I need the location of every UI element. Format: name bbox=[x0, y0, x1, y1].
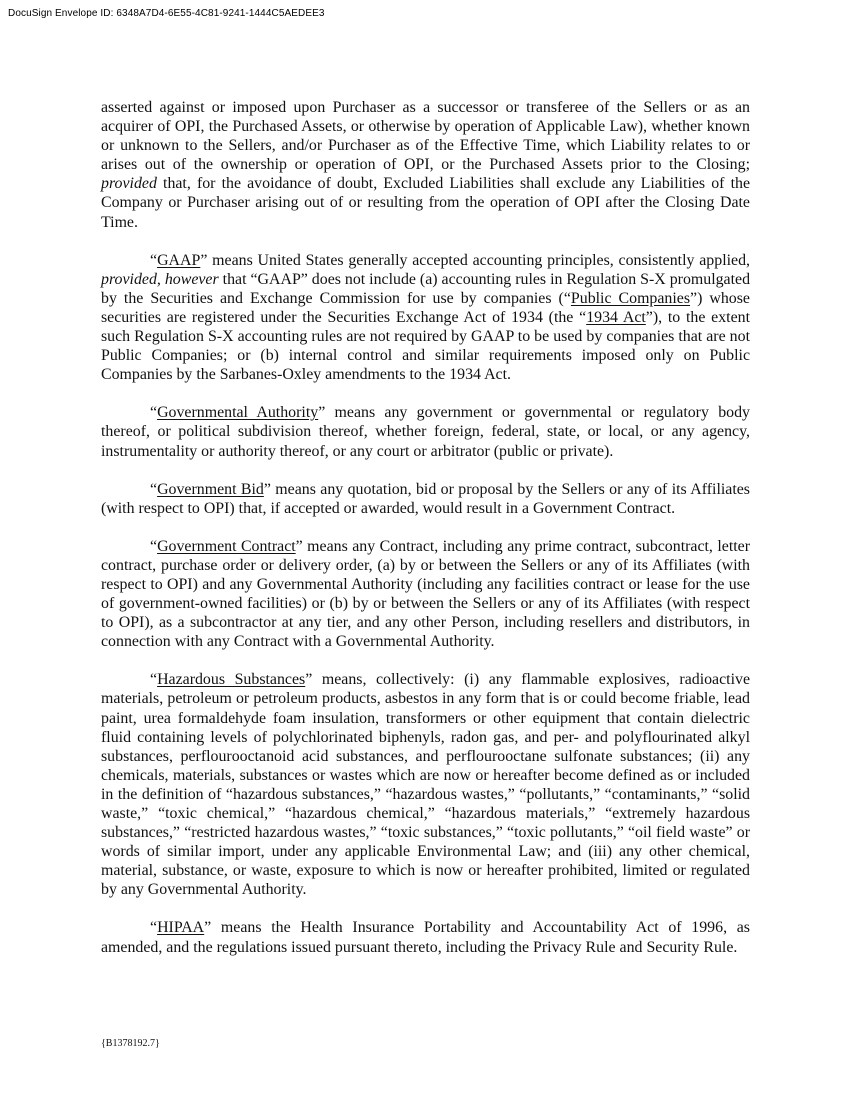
definition-governmental-authority bbox=[101, 403, 750, 460]
text-run: ” means, collectively: (i) any flammable explosives, radioactive materials, petroleum or petroleum products, asbestos in any form that is or could become friable, lead paint, urea formaldehyde foam insulation, transformers or other equipment that contain dielectric fluid containing levels of polychlorinated biphenyls, radon gas, and per- and polyflourinated alkyl substances, perflourooctanoid acid substances, and perflourooctane sulfonate substances; (ii) any chemicals, materials, substances or wastes which are now or hereafter become defined as or included in the definition of “hazardous substances,” “hazardous wastes,” “pollutants,” “contaminants,” “solid waste,” “toxic chemical,” “hazardous chemical,” “hazardous materials,” “extremely hazardous substances,” “restricted hazardous wastes,” “toxic substances,” “toxic pollutants,” “oil field waste” or words of similar import, under any applicable Environmental Law; and (iii) any other chemical, material, substance, or waste, exposure to which is now or hereafter prohibited, limited or regulated by any Governmental Authority. bbox=[101, 671, 750, 899]
text-run: ”), to the extent such Regulation S-X accounting rules are not required by GAAP to be used by companies that are not Public Companies; or (b) internal control and similar requirements imposed only on Public Companies by the Sarbanes-Oxley amendments to the 1934 Act. bbox=[101, 308, 750, 384]
open-quote: “ bbox=[150, 404, 158, 422]
open-quote: “ bbox=[150, 919, 158, 937]
definition-gaap bbox=[101, 251, 750, 385]
text-run: ” means United States generally accepted accounting principles, consistently applied, bbox=[200, 251, 750, 269]
defined-term-hazardous-substances: Hazardous Substances bbox=[157, 671, 306, 689]
open-quote: “ bbox=[150, 537, 158, 555]
document-body bbox=[101, 98, 750, 957]
defined-term-public-companies: Public Companies bbox=[570, 289, 691, 307]
docusign-envelope-id: DocuSign Envelope ID: 6348A7D4-6E55-4C81-9241-1444C5AEDEE3 bbox=[8, 8, 325, 19]
document-footer-id: {B1378192.7} bbox=[101, 1038, 160, 1049]
text-run: that, for the avoidance of doubt, Excluded Liabilities shall exclude any Liabilities of the Company or Purchaser arising out of or resulting from the operation of OPI after the Closing Date Time. bbox=[101, 175, 750, 231]
definition-government-bid bbox=[101, 480, 750, 518]
open-quote: “ bbox=[150, 480, 158, 498]
text-run: ” means any quotation, bid or proposal by the Sellers or any of its Affiliates (with respect to OPI) that, if accepted or awarded, would result in a Government Contract. bbox=[101, 480, 750, 517]
definition-hipaa bbox=[101, 918, 750, 956]
text-run: asserted against or imposed upon Purchaser as a successor or transferee of the Sellers or as an acquirer of OPI, the Purchased Assets, or otherwise by operation of Applicable Law), whether known or unknown to the Sellers, and/or Purchaser as of the Effective Time, which Liability relates to or arises out of the ownership or operation of OPI, or the Purchased Assets prior to the Closing; bbox=[101, 99, 750, 174]
open-quote: “ bbox=[150, 251, 158, 269]
defined-term-hipaa: HIPAA bbox=[157, 919, 205, 937]
text-run: ” means the Health Insurance Portability and Accountability Act of 1996, as amended, and the regulations issued pursuant thereto, including the Privacy Rule and Security Rule. bbox=[101, 919, 750, 956]
definition-hazardous-substances bbox=[101, 670, 750, 899]
defined-term-government-bid: Government Bid bbox=[157, 480, 264, 498]
defined-term-1934-act: 1934 Act bbox=[586, 308, 646, 326]
defined-term-gaap: GAAP bbox=[157, 251, 201, 269]
text-run: that “GAAP” does not include (a) accounting rules in Regulation S-X promulgated by the Securities and Exchange Commission for use by companies (“ bbox=[101, 270, 751, 307]
italic-provided: provided bbox=[101, 175, 157, 193]
definition-government-contract bbox=[101, 537, 750, 652]
defined-term-governmental-authority: Governmental Authority bbox=[157, 404, 319, 422]
defined-term-government-contract: Government Contract bbox=[157, 537, 296, 555]
paragraph-excluded-liabilities-continued bbox=[101, 98, 750, 232]
text-run: ” means any Contract, including any prime contract, subcontract, letter contract, purchase order or delivery order, (a) by or between the Sellers or any of its Affiliates (with respect to OPI) and any Governmental Authority (including any facilities contract or lease for the use of government-owned facilities) or (b) by or between the Sellers or any of its Affiliates (with respect to OPI), as a subcontractor at any tier, and any other Person, including resellers and distributors, in connection with any Contract with a Governmental Authority. bbox=[101, 537, 750, 651]
text-run: ”) whose securities are registered under the Securities Exchange Act of 1934 (the “ bbox=[101, 289, 750, 326]
open-quote: “ bbox=[150, 671, 158, 689]
italic-provided-however: provided, however bbox=[101, 270, 219, 288]
text-run: ” means any government or governmental or regulatory body thereof, or political subdivision thereof, whether foreign, federal, state, or local, or any agency, instrumentality or authority thereof, or any court or arbitrator (public or private). bbox=[101, 404, 750, 460]
